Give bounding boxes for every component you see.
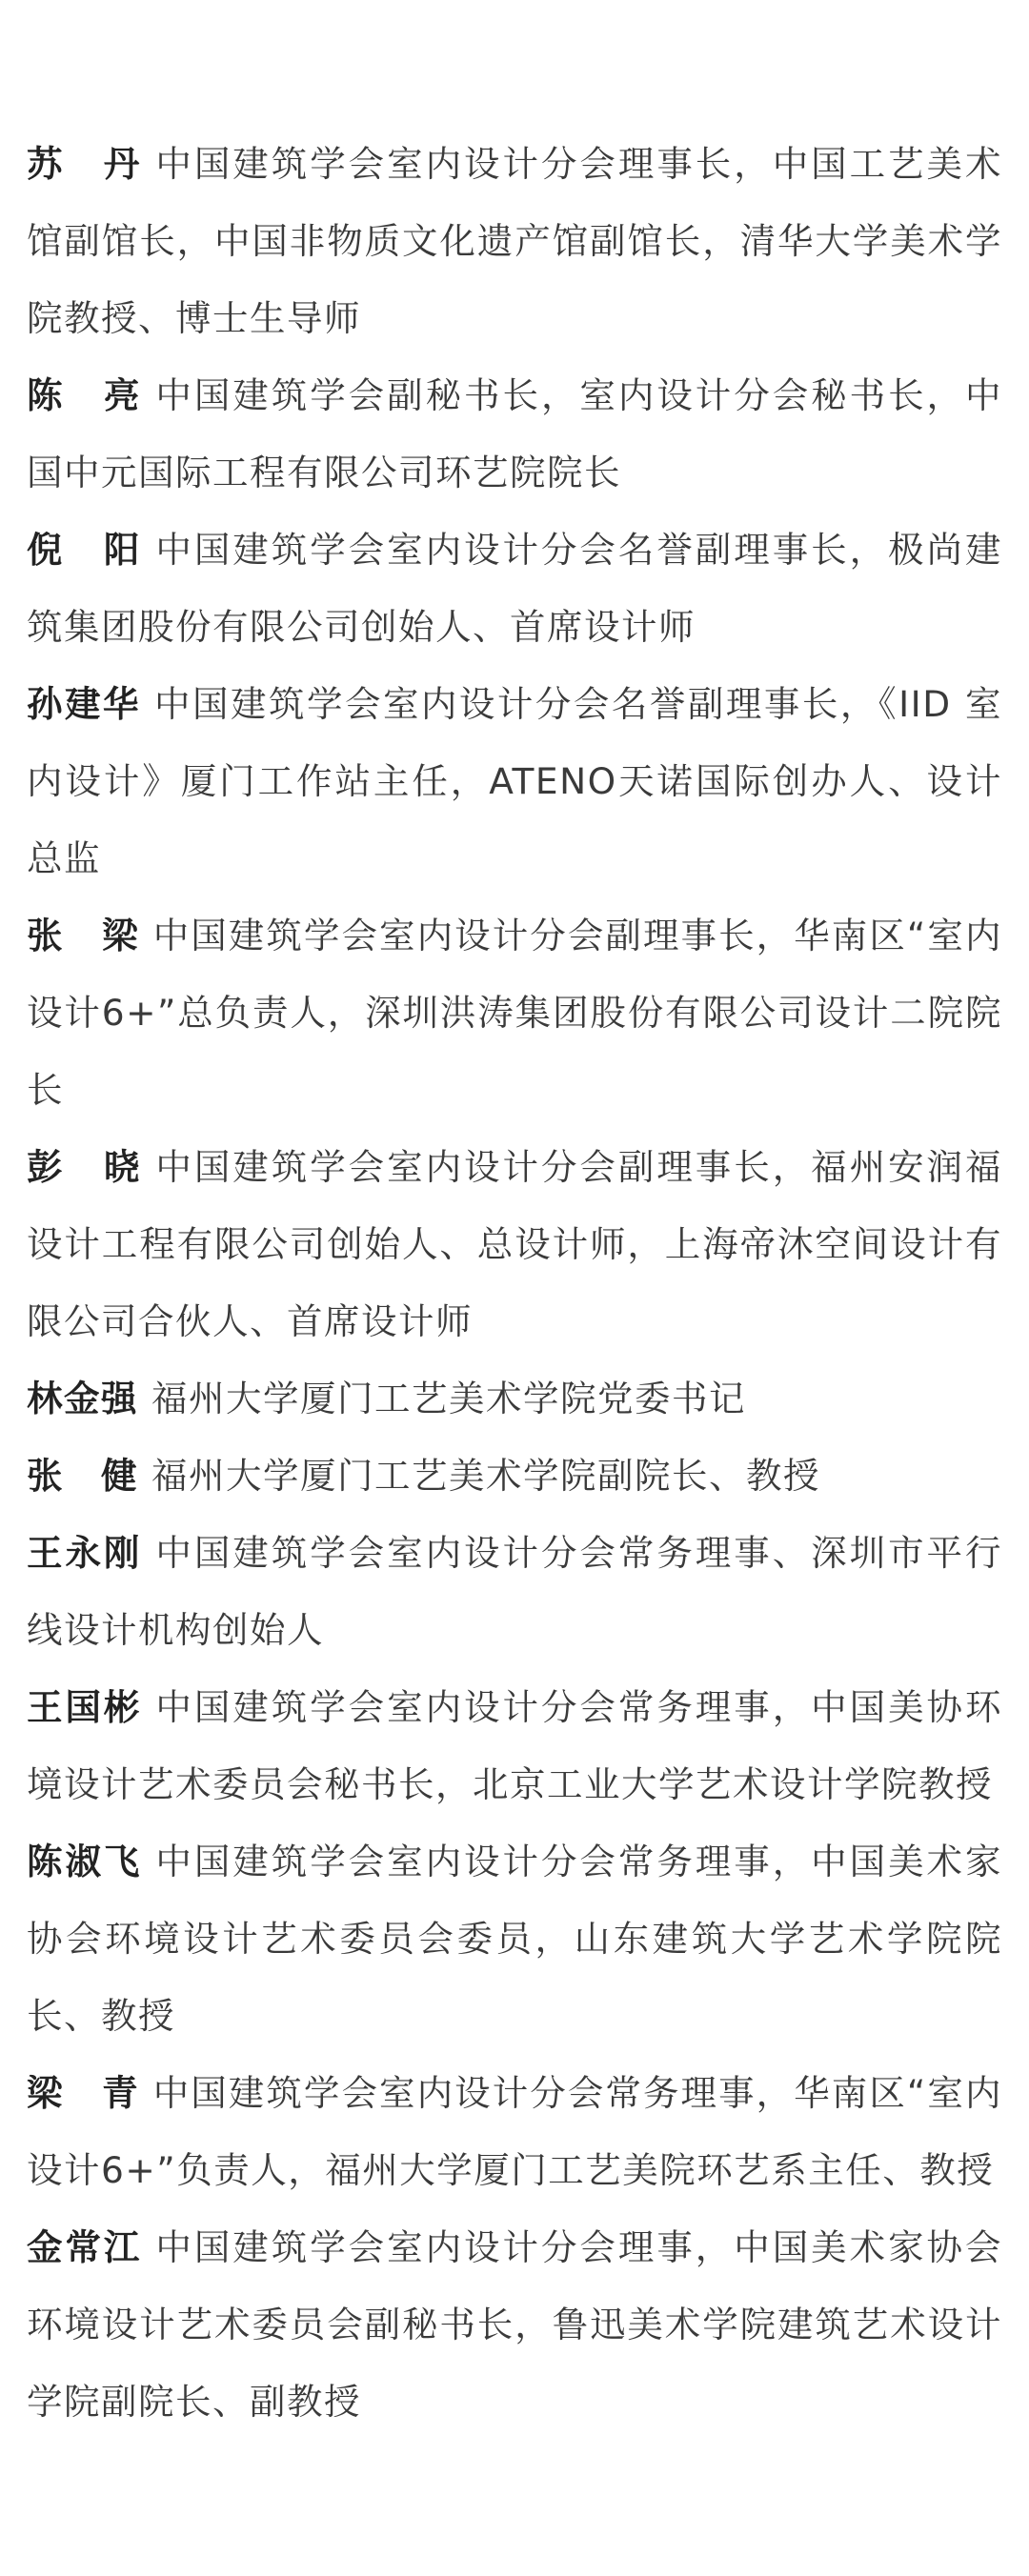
member-entry	[27, 1515, 1002, 1669]
member-name: 陈 亮	[27, 374, 143, 416]
member-list	[27, 126, 1002, 2441]
member-name: 张 健	[27, 1455, 138, 1497]
member-entry	[27, 1823, 1002, 2055]
member-name: 孙建华	[27, 683, 141, 725]
member-entry	[27, 1438, 1002, 1515]
member-title: 中国建筑学会室内设计分会副理事长，华南区“室内设计6+”总负责人，深圳洪涛集团股份有限公司设计二院院长	[27, 915, 1002, 1111]
member-entry	[27, 2209, 1002, 2441]
member-name: 陈淑飞	[27, 1841, 143, 1882]
member-title: 中国建筑学会室内设计分会常务理事，中国美协环境设计艺术委员会秘书长，北京工业大学艺术设计学院教授	[27, 1686, 1002, 1805]
member-entry	[27, 1129, 1002, 1360]
member-entry	[27, 126, 1002, 357]
member-title: 中国建筑学会室内设计分会理事，中国美术家协会环境设计艺术委员会副秘书长，鲁迅美术学院建筑艺术设计学院副院长、副教授	[27, 2226, 1002, 2423]
member-title: 中国建筑学会副秘书长，室内设计分会秘书长，中国中元国际工程有限公司环艺院院长	[27, 374, 1002, 493]
member-name: 张 梁	[27, 915, 140, 956]
member-name: 王国彬	[27, 1686, 143, 1728]
member-name: 倪 阳	[27, 529, 143, 571]
member-name: 金常江	[27, 2226, 143, 2268]
member-title: 中国建筑学会室内设计分会常务理事，华南区“室内设计6+”负责人，福州大学厦门工艺美院环艺系主任、教授	[27, 2072, 1002, 2191]
member-name: 王永刚	[27, 1532, 143, 1574]
member-entry	[27, 897, 1002, 1129]
member-entry	[27, 666, 1002, 897]
member-name: 彭 晓	[27, 1146, 143, 1188]
member-name: 苏 丹	[27, 143, 143, 185]
member-title: 中国建筑学会室内设计分会名誉副理事长，《IID 室内设计》厦门工作站主任，ATENO天诺国际创办人、设计总监	[27, 683, 1002, 879]
member-entry	[27, 1360, 1002, 1438]
member-name: 林金强	[27, 1378, 138, 1419]
member-title: 中国建筑学会室内设计分会常务理事、深圳市平行线设计机构创始人	[27, 1532, 1002, 1651]
member-name: 梁 青	[27, 2072, 140, 2114]
member-entry	[27, 357, 1002, 512]
member-title: 中国建筑学会室内设计分会理事长，中国工艺美术馆副馆长，中国非物质文化遗产馆副馆长，清华大学美术学院教授、博士生导师	[27, 143, 1002, 339]
member-title: 中国建筑学会室内设计分会名誉副理事长，极尚建筑集团股份有限公司创始人、首席设计师	[27, 529, 1002, 648]
member-title: 中国建筑学会室内设计分会常务理事，中国美术家协会环境设计艺术委员会委员，山东建筑大学艺术学院院长、教授	[27, 1841, 1002, 2037]
member-title: 福州大学厦门工艺美术学院党委书记	[151, 1378, 746, 1419]
member-title: 中国建筑学会室内设计分会副理事长，福州安润福设计工程有限公司创始人、总设计师，上海帝沐空间设计有限公司合伙人、首席设计师	[27, 1146, 1002, 1342]
member-entry	[27, 1669, 1002, 1823]
member-title: 福州大学厦门工艺美术学院副院长、教授	[151, 1455, 820, 1497]
member-entry	[27, 2055, 1002, 2209]
member-entry	[27, 512, 1002, 666]
